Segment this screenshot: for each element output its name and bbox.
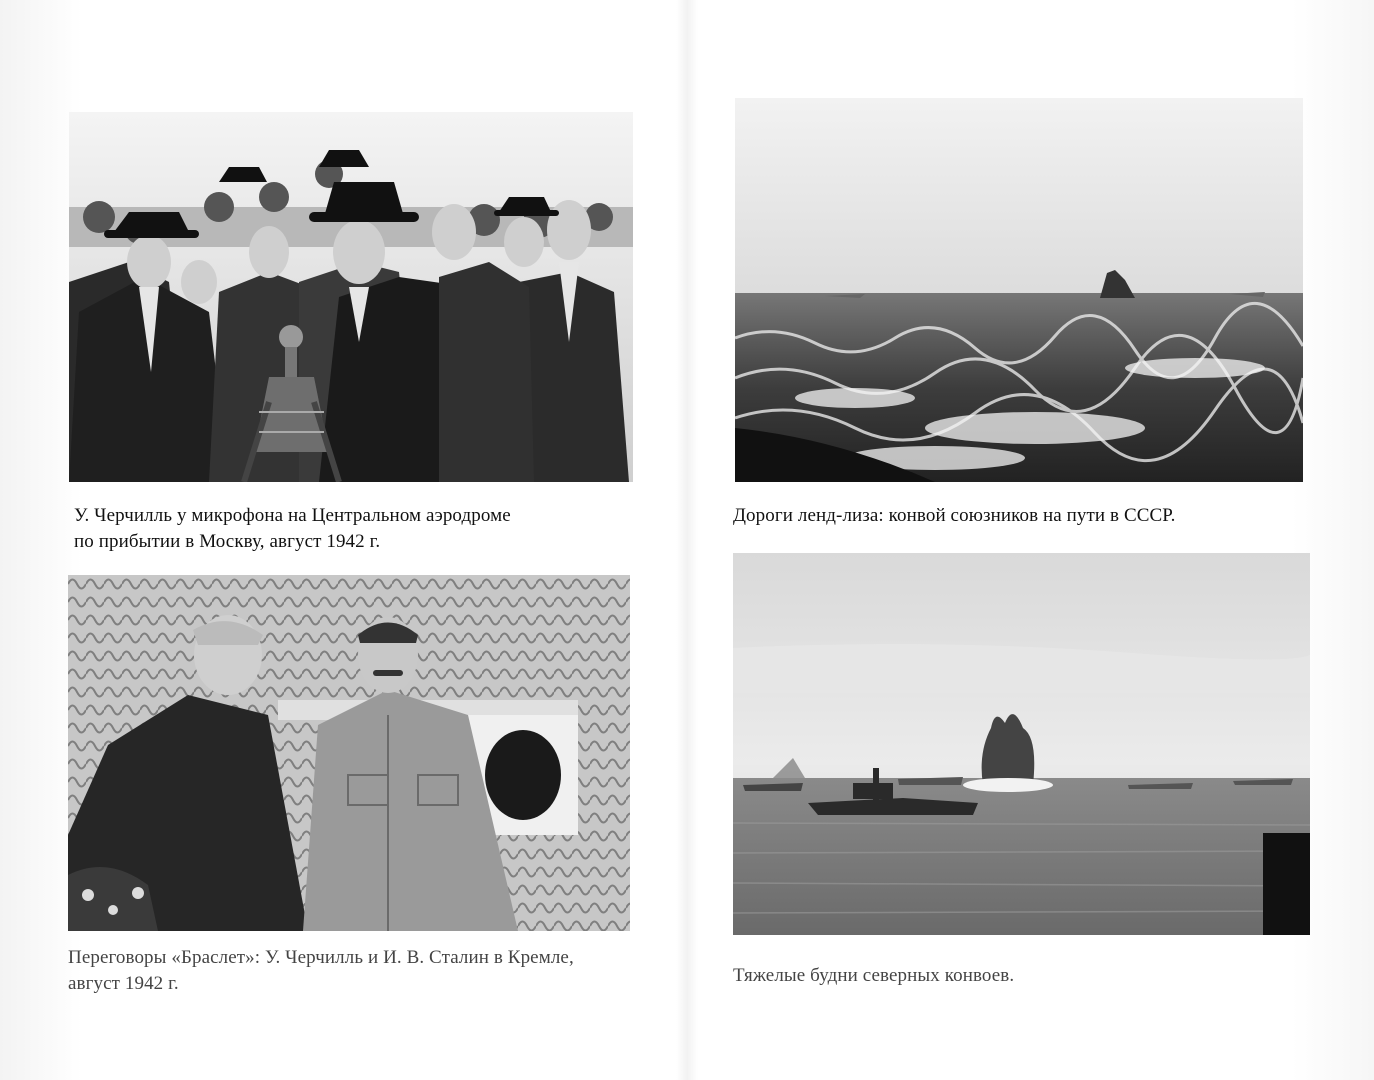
photo-churchill-image: [69, 112, 633, 482]
photo-allied-convoy-stormy-sea: [735, 98, 1303, 482]
photo-convoy-explosion-image: [733, 553, 1310, 935]
caption-photo-2-line-1: Дороги ленд-лиза: конвой союзников на пути в СССР.: [733, 505, 1176, 526]
caption-photo-4-line-1: Тяжелые будни северных конвоев.: [733, 965, 1015, 986]
photo-churchill-and-stalin-kremlin: [68, 575, 630, 931]
caption-photo-4: [733, 963, 1293, 989]
photo-convoy-image: [735, 98, 1303, 482]
caption-photo-1-line-2: по прибытии в Москву, август 1942 г.: [74, 531, 381, 552]
caption-photo-2: [733, 503, 1293, 529]
photo-northern-convoy-explosion: [733, 553, 1310, 935]
caption-photo-3-line-2: август 1942 г.: [68, 973, 179, 994]
caption-photo-1: [74, 503, 634, 555]
book-spine-shadow: [676, 0, 698, 1080]
caption-photo-3-line-1: Переговоры «Браслет»: У. Черчилль и И. В. Сталин в Кремле,: [68, 947, 574, 968]
caption-photo-1-line-1: У. Черчилль у микрофона на Центральном аэродроме: [74, 505, 511, 526]
photo-kremlin-image: [68, 575, 630, 931]
photo-churchill-at-microphone: [69, 112, 633, 482]
caption-photo-3: [68, 945, 648, 997]
